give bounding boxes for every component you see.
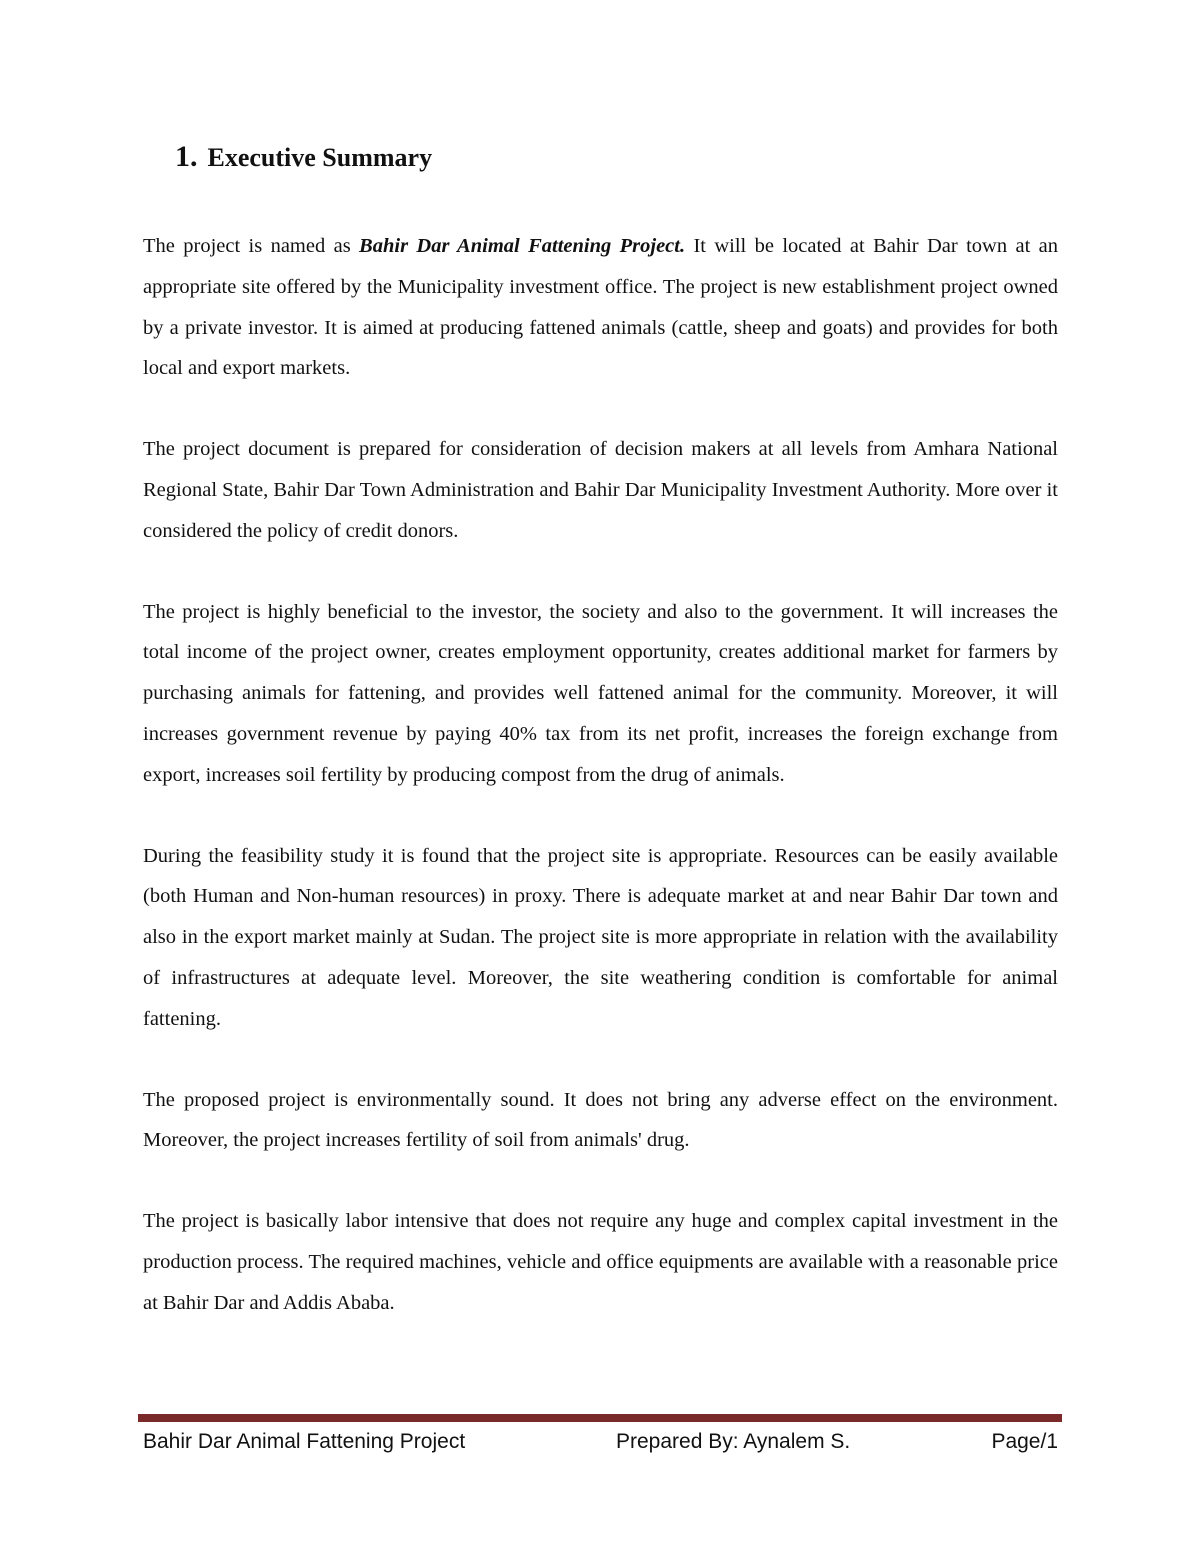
paragraph-feasibility: During the feasibility study it is found that the project site is appropriate. Resources can be easily available (both Human and Non-human resources) in proxy. There is adequate market at and near Bahir Dar town and also in the export market mainly at Sudan. The project site is more appropriate in relation with the availability of infrastructures at adequate level. Moreover, the site weathering condition is comfortable for animal fattening. [143, 844, 1058, 1030]
footer-project-title: Bahir Dar Animal Fattening Project [143, 1430, 466, 1453]
section-title: Executive Summary [207, 143, 433, 172]
paragraph-benefits: The project is highly beneficial to the investor, the society and also to the government. It will increases the total income of the project owner, creates employment opportunity, creates additional market for farmers by purchasing animals for fattening, and provides well fattened animal for the community. Moreover, it will increases government revenue by paying 40% tax from its net profit, increases the foreign exchange from export, increases soil fertility by producing compost from the drug of animals. [143, 600, 1058, 786]
paragraph-labor: The project is basically labor intensive that does not require any huge and complex capital investment in the production process. The required machines, vehicle and office equipments are available with a reasonable price at Bahir Dar and Addis Ababa. [143, 1210, 1058, 1314]
paragraph-text: The project is named as [143, 235, 360, 257]
paragraph-text: It will be located at Bahir Dar town at an appropriate site offered by the Municipality investment office. The project is new establishment project owned by a private investor. It is aimed at producing fattened animals (cattle, sheep and goats) and provides for both local and export markets. [143, 235, 1058, 380]
paragraph-project-overview [143, 226, 1058, 389]
footer-author: Prepared By: Aynalem S. [616, 1430, 851, 1453]
section-heading [175, 140, 432, 174]
section-number: 1. [175, 140, 198, 173]
page-footer [143, 1430, 1058, 1460]
footer-divider [138, 1414, 1062, 1422]
project-name-emphasis: Bahir Dar Animal Fattening Project. [359, 235, 686, 257]
summary-body [143, 226, 1058, 1324]
paragraph-audience: The project document is prepared for consideration of decision makers at all levels from Amhara National Regional State, Bahir Dar Town Administration and Bahir Dar Municipality Investment Authority. More over it considered the policy of credit donors. [143, 438, 1058, 542]
footer-page-number: Page/1 [991, 1430, 1058, 1453]
paragraph-environment: The proposed project is environmentally sound. It does not bring any adverse effect on the environment. Moreover, the project increases fertility of soil from animals' drug. [143, 1088, 1058, 1152]
